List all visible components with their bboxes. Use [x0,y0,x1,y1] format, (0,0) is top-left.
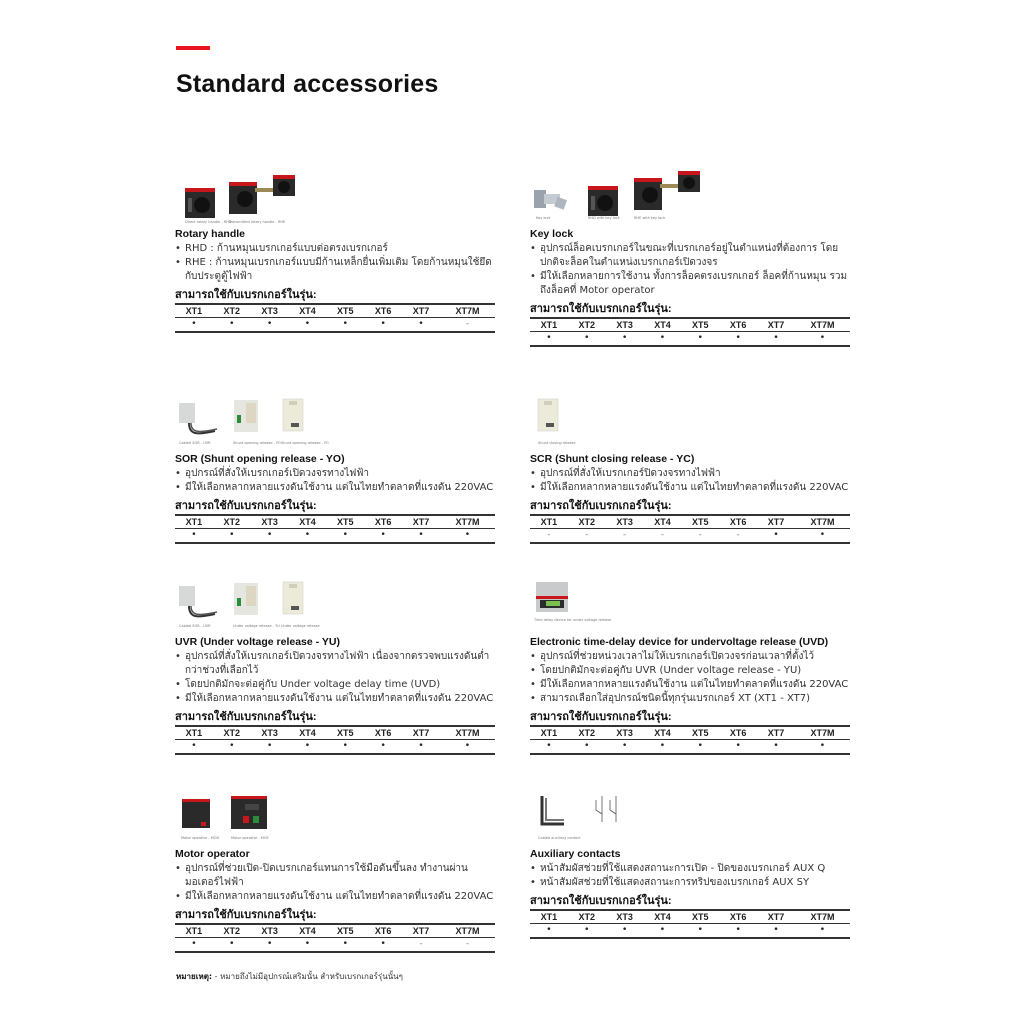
section-title: Motor operator [175,848,250,860]
availability-cell: - [568,529,606,544]
image-caption: Shunt closing release [538,441,576,445]
section-title: UVR (Under voltage release - YU) [175,636,340,648]
table-row [175,740,495,755]
model-header: XT7 [402,515,440,529]
section-uvd [530,578,850,755]
model-header: XT6 [719,726,757,740]
availability-cell: • [289,740,327,755]
section-auxiliary-contacts [530,790,850,939]
bullet-item: • โดยปกติมักจะต่อคู่กับ Under voltage delay time (UVD) [175,678,495,692]
bullet-list [530,862,850,890]
note-text: - หมายถึงไม่มีอุปกรณ์เสริมนั้น สำหรับเบรกเกอร์รุ่นนั้นๆ [212,972,403,981]
table-header-row [175,726,495,740]
availability-cell: • [719,740,757,755]
bullet-item: • อุปกรณ์ที่สั่งให้เบรกเกอร์เปิดวงจรทางไฟฟ้า เนื่องจากตรวจพบแรงดันต่ำกว่าช่วงที่เลือกไว้ [175,650,495,678]
availability-cell: • [402,318,440,333]
availability-cell: • [364,318,402,333]
model-header: XT6 [364,726,402,740]
section-motor-operator [175,790,495,953]
model-header: XT5 [681,515,719,529]
availability-cell: • [289,938,327,953]
model-header: XT4 [289,304,327,318]
model-header: XT3 [251,924,289,938]
table-row [175,318,495,333]
model-header: XT2 [213,304,251,318]
compatibility-table [175,514,495,544]
availability-cell: • [606,924,644,939]
bullet-list [530,650,850,706]
model-header: XT7M [440,304,495,318]
bullet-list [175,650,495,706]
model-header: XT7 [757,318,795,332]
table-row [530,332,850,347]
section-title: Electronic time-delay device for undervoltage release (UVD) [530,636,829,648]
compatibility-table [530,514,850,544]
availability-cell: • [606,332,644,347]
availability-cell: • [289,529,327,544]
table-row [530,529,850,544]
time-delay-device-image [532,578,572,618]
availability-cell: • [289,318,327,333]
bullet-item: • อุปกรณ์ที่ช่วยเปิด-ปิดเบรกเกอร์แทนการใช้มือดันขึ้นลง ทำงานผ่านมอเตอร์ไฟฟ้า [175,862,495,890]
page-title: Standard accessories [176,70,439,98]
model-header: XT5 [326,726,364,740]
section-title: Rotary handle [175,228,246,240]
availability-cell: • [251,318,289,333]
section-key-lock [530,170,850,347]
model-header: XT3 [606,318,644,332]
model-header: XT2 [568,726,606,740]
model-header: XT1 [530,515,568,529]
model-header: XT7 [757,515,795,529]
availability-cell: • [757,740,795,755]
cabled-auxiliary-contact-image [534,792,568,836]
availability-cell: • [364,740,402,755]
note-label: หมายเหตุ: [176,972,213,981]
model-header: XT2 [568,910,606,924]
model-header: XT6 [719,515,757,529]
model-header: XT3 [251,515,289,529]
motor-operator-moe-image [229,792,269,836]
model-header: XT5 [681,318,719,332]
table-header-row [530,318,850,332]
product-images [175,170,495,228]
model-header: XT4 [289,515,327,529]
availability-cell: • [364,938,402,953]
availability-cell: - [719,529,757,544]
aux-contact-diagram-image [590,792,630,828]
availability-cell: • [568,924,606,939]
availability-cell: • [175,318,213,333]
image-caption: Shunt opening release - YO [233,441,281,445]
section-rotary-handle [175,170,495,333]
availability-cell: • [175,938,213,953]
bullet-item: • มีให้เลือกหลายการใช้งาน ทั้งการล็อคตรงเบรกเกอร์ ล็อคที่ก้านหมุน รวมถึงล็อคที่ Motor operator [530,270,850,298]
availability-cell: • [402,740,440,755]
availability-label: สามารถใช้กับเบรกเกอร์ในรุ่น: [530,500,672,512]
image-caption: Under voltage release - YU [233,624,280,628]
cabled-sor-uvr-image [175,582,219,626]
availability-cell: • [795,740,850,755]
availability-cell: - [440,938,495,953]
model-header: XT5 [326,515,364,529]
section-title: SCR (Shunt closing release - YC) [530,453,695,465]
bullet-item: • มีให้เลือกหลากหลายแรงดันใช้งาน แต่ในไทยทำตลาดที่แรงดัน 220VAC [530,481,850,495]
availability-cell: • [213,529,251,544]
product-images [530,578,850,636]
availability-cell: • [364,529,402,544]
model-header: XT6 [364,515,402,529]
model-header: XT5 [681,726,719,740]
image-caption: Shunt opening release - YO [281,441,329,445]
availability-cell: • [175,740,213,755]
table-header-row [530,515,850,529]
image-caption: Direct rotary handle - RHD [185,220,232,224]
model-header: XT7M [440,924,495,938]
key-lock-image [530,184,570,218]
availability-cell: • [568,332,606,347]
model-header: XT5 [681,910,719,924]
availability-cell: • [251,740,289,755]
availability-cell: • [440,529,495,544]
section-scr [530,395,850,544]
availability-cell: • [326,740,364,755]
bullet-item: • โดยปกติมักจะต่อคู่กับ UVR (Under voltage release - YU) [530,664,850,678]
model-header: XT7 [402,924,440,938]
transmitted-rotary-handle-image [227,174,297,220]
model-header: XT1 [175,515,213,529]
availability-cell: • [681,740,719,755]
bullet-item: • มีให้เลือกหลากหลายแรงดันใช้งาน แต่ในไทยทำตลาดที่แรงดัน 220VAC [175,692,495,706]
availability-cell: • [795,924,850,939]
availability-cell: • [530,332,568,347]
bullet-item: • มีให้เลือกหลากหลายแรงดันใช้งาน แต่ในไทยทำตลาดที่แรงดัน 220VAC [175,481,495,495]
model-header: XT6 [364,924,402,938]
bullet-list [530,467,850,495]
model-header: XT6 [719,910,757,924]
footnote [176,970,403,983]
product-images [175,578,495,636]
model-header: XT3 [251,726,289,740]
shunt-opening-release-image [231,397,261,439]
model-header: XT1 [530,910,568,924]
model-header: XT4 [289,924,327,938]
bullet-list [530,242,850,298]
table-row [530,924,850,939]
model-header: XT2 [213,726,251,740]
section-title: Key lock [530,228,574,240]
table-row [530,740,850,755]
model-header: XT2 [568,515,606,529]
table-header-row [175,515,495,529]
bullet-item: • อุปกรณ์ที่สั่งให้เบรกเกอร์ปิดวงจรทางไฟฟ้า [530,467,850,481]
model-header: XT5 [326,304,364,318]
bullet-item: • หน้าสัมผัสช่วยที่ใช้แสดงสถานะการเปิด - ปิดของเบรกเกอร์ AUX Q [530,862,850,876]
availability-cell: • [795,529,850,544]
availability-cell: • [757,332,795,347]
availability-cell: • [719,924,757,939]
model-header: XT4 [644,318,682,332]
availability-cell: • [326,529,364,544]
section-uvr [175,578,495,755]
model-header: XT7M [795,318,850,332]
bullet-item: • RHE : ก้านหมุนเบรกเกอร์แบบมีก้านเหล็กยื่นเพิ่มเติม โดยก้านหมุนใช้ยึดกับประตูตู้ไฟฟ้า [175,256,495,284]
compatibility-table [530,909,850,939]
model-header: XT2 [213,924,251,938]
section-title: SOR (Shunt opening release - YO) [175,453,345,465]
availability-cell: • [681,332,719,347]
table-header-row [175,924,495,938]
availability-cell: • [568,740,606,755]
bullet-item: • มีให้เลือกหลากหลายแรงดันใช้งาน แต่ในไทยทำตลาดที่แรงดัน 220VAC [530,678,850,692]
availability-cell: • [719,332,757,347]
image-caption: Motor operator - MOE [231,836,269,840]
availability-cell: • [530,924,568,939]
image-caption: RHD with key lock [588,216,620,220]
compatibility-table [175,303,495,333]
availability-cell: - [402,938,440,953]
bullet-item: • หน้าสัมผัสช่วยที่ใช้แสดงสถานะการทริปของเบรกเกอร์ AUX SY [530,876,850,890]
availability-label: สามารถใช้กับเบรกเกอร์ในรุ่น: [175,909,317,921]
bullet-item: • อุปกรณ์ที่สั่งให้เบรกเกอร์เปิดวงจรทางไฟฟ้า [175,467,495,481]
table-header-row [530,726,850,740]
model-header: XT7M [795,910,850,924]
model-header: XT2 [568,318,606,332]
bullet-item: • มีให้เลือกหลากหลายแรงดันใช้งาน แต่ในไทยทำตลาดที่แรงดัน 220VAC [175,890,495,904]
under-voltage-release-image [231,580,261,622]
bullet-item: • สามารถเลือกใส่อุปกรณ์ชนิดนี้ทุกรุ่นเบรกเกอร์ XT (XT1 - XT7) [530,692,850,706]
direct-rotary-handle-image [183,184,217,224]
compatibility-table [530,317,850,347]
availability-label: สามารถใช้กับเบรกเกอร์ในรุ่น: [175,711,317,723]
model-header: XT4 [644,910,682,924]
image-caption: RHE with key lock [634,216,666,220]
availability-label: สามารถใช้กับเบรกเกอร์ในรุ่น: [175,500,317,512]
availability-cell: • [326,938,364,953]
table-header-row [530,910,850,924]
product-images [175,395,495,453]
image-caption: Cabled SOR - UVR [179,624,211,628]
product-images [530,790,850,848]
model-header: XT7M [440,726,495,740]
availability-cell: - [644,529,682,544]
model-header: XT3 [251,304,289,318]
product-images [530,170,850,228]
shunt-opening-release-2-image [279,395,307,439]
model-header: XT1 [175,924,213,938]
model-header: XT6 [364,304,402,318]
bullet-item: • อุปกรณ์ที่ช่วยหน่วงเวลาไม่ให้เบรกเกอร์เปิดวงจรก่อนเวลาที่ตั้งไว้ [530,650,850,664]
section-sor [175,395,495,544]
image-caption: Cabled SOR - UVR [179,441,211,445]
model-header: XT1 [530,318,568,332]
image-caption: Transmitted rotary handle - RHE [229,220,286,224]
model-header: XT3 [606,515,644,529]
availability-cell: • [251,938,289,953]
availability-cell: - [440,318,495,333]
model-header: XT7 [402,304,440,318]
bullet-list [175,862,495,904]
model-header: XT3 [606,910,644,924]
model-header: XT1 [175,726,213,740]
bullet-item: • อุปกรณ์ล็อคเบรกเกอร์ในขณะที่เบรกเกอร์อยู่ในตำแหน่งที่ต้องการ โดยปกติจะล็อคในตำแหน่งเบรกเกอร์เปิดวงจร [530,242,850,270]
availability-cell: - [606,529,644,544]
availability-cell: • [213,318,251,333]
availability-cell: • [644,740,682,755]
image-caption: Under voltage release [281,624,320,628]
cabled-sor-uvr-image [175,399,219,443]
motor-operator-mod-image [179,794,213,836]
availability-cell: • [213,938,251,953]
availability-cell: • [681,924,719,939]
model-header: XT7M [795,726,850,740]
model-header: XT4 [644,515,682,529]
model-header: XT2 [213,515,251,529]
availability-cell: • [175,529,213,544]
availability-cell: • [251,529,289,544]
model-header: XT7 [757,910,795,924]
model-header: XT7 [757,726,795,740]
availability-cell: • [644,332,682,347]
shunt-closing-release-image [534,395,562,439]
availability-cell: • [402,529,440,544]
model-header: XT3 [606,726,644,740]
section-title: Auxiliary contacts [530,848,621,860]
bullet-item: • RHD : ก้านหมุนเบรกเกอร์แบบต่อตรงเบรกเกอร์ [175,242,495,256]
image-caption: Time delay device for under voltage release [534,618,612,622]
compatibility-table [175,923,495,953]
availability-cell: - [530,529,568,544]
image-caption: Cabled auxiliary contact [538,836,581,840]
availability-cell: - [681,529,719,544]
model-header: XT4 [289,726,327,740]
image-caption: Motor operator - MOD [181,836,220,840]
table-header-row [175,304,495,318]
model-header: XT6 [719,318,757,332]
availability-label: สามารถใช้กับเบรกเกอร์ในรุ่น: [175,289,317,301]
model-header: XT1 [530,726,568,740]
availability-label: สามารถใช้กับเบรกเกอร์ในรุ่น: [530,303,672,315]
table-row [175,529,495,544]
bullet-list [175,467,495,495]
rhe-with-key-lock-image [632,170,702,216]
availability-cell: • [530,740,568,755]
availability-cell: • [757,529,795,544]
availability-cell: • [757,924,795,939]
availability-cell: • [326,318,364,333]
model-header: XT4 [644,726,682,740]
model-header: XT7M [795,515,850,529]
availability-cell: • [440,740,495,755]
accent-bar [176,46,210,50]
model-header: XT5 [326,924,364,938]
availability-cell: • [644,924,682,939]
model-header: XT7M [440,515,495,529]
table-row [175,938,495,953]
product-images [175,790,495,848]
compatibility-table [530,725,850,755]
availability-label: สามารถใช้กับเบรกเกอร์ในรุ่น: [530,711,672,723]
availability-cell: • [795,332,850,347]
under-voltage-release-2-image [279,578,307,622]
model-header: XT7 [402,726,440,740]
compatibility-table [175,725,495,755]
availability-label: สามารถใช้กับเบรกเกอร์ในรุ่น: [530,895,672,907]
bullet-list [175,242,495,284]
availability-cell: • [606,740,644,755]
product-images [530,395,850,453]
image-caption: Key lock [536,216,551,220]
availability-cell: • [213,740,251,755]
model-header: XT1 [175,304,213,318]
